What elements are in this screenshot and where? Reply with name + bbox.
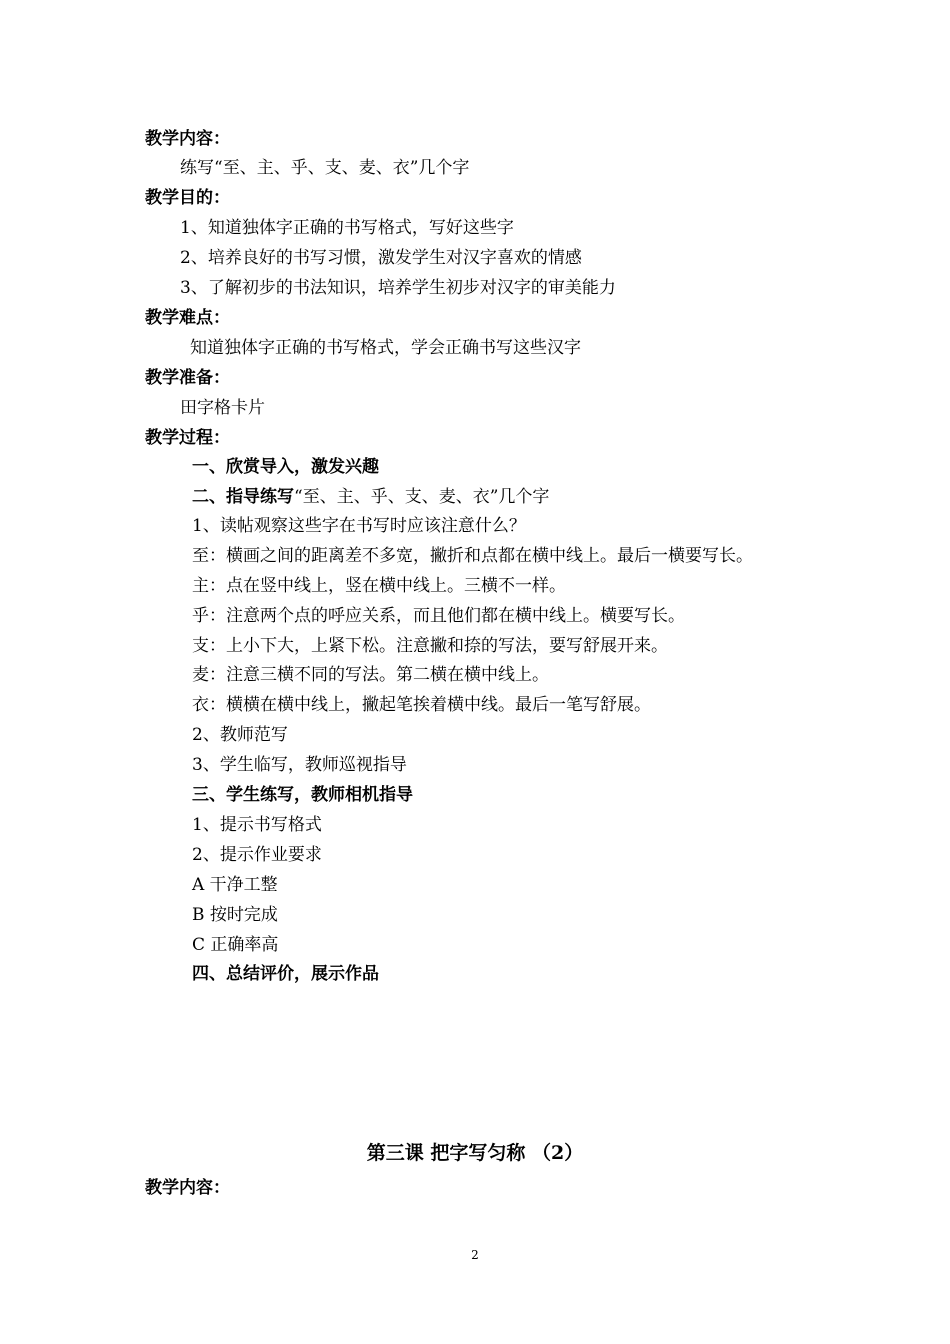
prep-text: 田字格卡片 — [180, 398, 265, 418]
goal-item: 1、知道独体字正确的书写格式，写好这些字 — [180, 218, 514, 238]
char-note: 至：横画之间的距离差不多宽，撇折和点都在横中线上。最后一横要写长。 — [192, 546, 753, 566]
char-note: 支：上小下大，上紧下松。注意撇和捺的写法，要写舒展开来。 — [192, 636, 668, 656]
tip-item: C 正确率高 — [192, 935, 279, 955]
char-note: 主：点在竖中线上，竖在横中线上。三横不一样。 — [192, 576, 566, 596]
step-2-chars: “至、主、乎、支、麦、衣”几个字 — [294, 487, 550, 507]
heading-prep: 教学准备： — [145, 368, 230, 388]
step-1: 一、欣赏导入，激发兴趣 — [192, 457, 379, 477]
tip-item: 2、提示作业要求 — [192, 845, 322, 865]
char-note: 乎：注意两个点的呼应关系，而且他们都在横中线上。横要写长。 — [192, 606, 685, 626]
heading-goal: 教学目的： — [145, 188, 230, 208]
step-3: 三、学生练写，教师相机指导 — [192, 785, 413, 805]
demo-text: 2、教师范写 — [192, 725, 288, 745]
tip-item: B 按时完成 — [192, 905, 278, 925]
heading-content-2: 教学内容： — [145, 1178, 230, 1198]
char-note: 麦：注意三横不同的写法。第二横在横中线上。 — [192, 665, 549, 685]
copy-text: 3、学生临写，教师巡视指导 — [192, 755, 407, 775]
goal-item: 2、培养良好的书写习惯，激发学生对汉字喜欢的情感 — [180, 248, 582, 268]
lesson-title: 第三课 把字写匀称 （2） — [366, 1142, 584, 1164]
content-text: 练写“至、主、乎、支、麦、衣”几个字 — [180, 158, 470, 178]
tip-item: 1、提示书写格式 — [192, 815, 322, 835]
char-note: 衣：横横在横中线上，撇起笔挨着横中线。最后一笔写舒展。 — [192, 695, 651, 715]
difficulty-text: 知道独体字正确的书写格式，学会正确书写这些汉字 — [190, 338, 581, 358]
tip-item: A 干净工整 — [192, 875, 278, 895]
heading-difficulty: 教学难点： — [145, 308, 230, 328]
heading-content: 教学内容： — [145, 129, 230, 149]
step-2 — [192, 486, 549, 508]
goal-item: 3、了解初步的书法知识，培养学生初步对汉字的审美能力 — [180, 278, 616, 298]
step-2-label: 二、指导练写 — [192, 487, 294, 507]
heading-process: 教学过程： — [145, 428, 230, 448]
observe-text: 1、读帖观察这些字在书写时应该注意什么？ — [192, 516, 526, 536]
page-number: 2 — [471, 1248, 479, 1262]
step-4: 四、总结评价，展示作品 — [192, 964, 379, 984]
